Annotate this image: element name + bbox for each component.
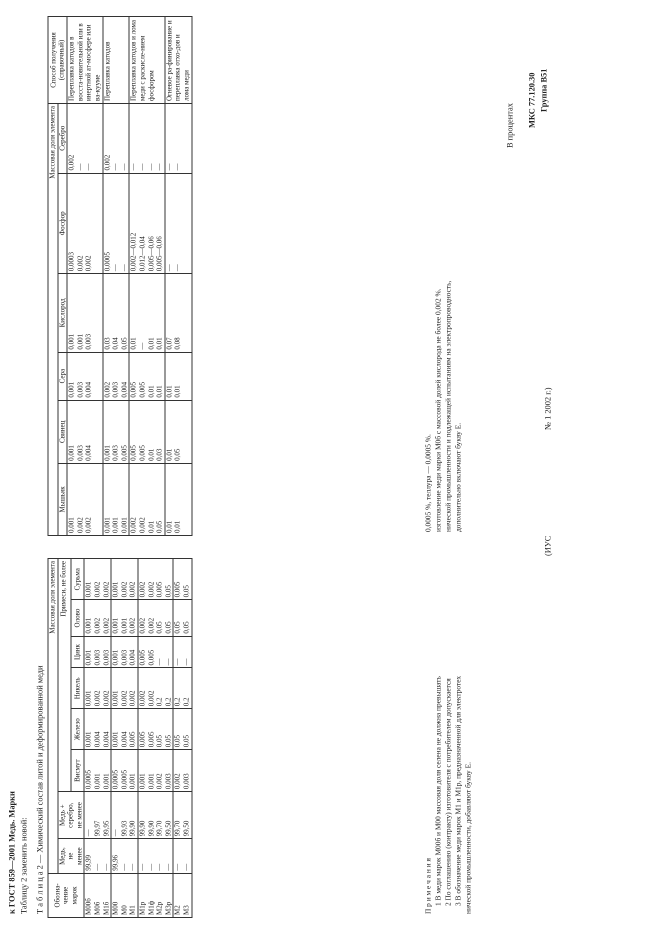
cell-grade: М00 М0 М1 (111, 873, 138, 917)
cell-ag: — — (165, 104, 192, 174)
footer-ius: (ИУС (543, 535, 553, 556)
footer-issue: № 1 2002 г.) (543, 387, 553, 430)
cell-pb: 0,01 0,05 (165, 400, 192, 463)
header-mass-fraction: Массовая доля элемента (48, 559, 58, 874)
header-impurities: Примеси, не более (58, 559, 71, 792)
cell-sn: 0,001 0,002 0,002 (84, 600, 111, 636)
cell-sn: 0,002 0,002 0,05 0,05 (138, 600, 173, 636)
cell-as: 0,001 0,001 0,001 (103, 463, 130, 535)
cell-cuag: — 99,97 99,95 (84, 792, 111, 839)
header-silver: Серебро (58, 104, 68, 174)
table-row (173, 559, 191, 918)
cell-fe: 0,001 0,004 0,004 (84, 709, 111, 750)
cell-method: Огневое ра-финирование и переплавка отхо-дов и лома меди (165, 17, 192, 104)
cell-as: 0,002 0,002 0,01 0,05 (129, 463, 164, 535)
cell-s: 0,005 0,005 0,01 0,01 (129, 352, 164, 400)
cell-cuag: — 99,93 99,90 (111, 792, 138, 839)
mks-code: МКС 77.120.30 (527, 72, 537, 128)
cell-pb: 0,001 0,003 0,004 (67, 400, 102, 463)
cell-s: 0,01 0,01 (165, 352, 192, 400)
doc-reference: к ГОСТ 859—2001 Медь. Марки (7, 791, 17, 914)
cell-sn: 0,001 0,001 0,002 (111, 600, 138, 636)
cell-ag: 0,002 — — (103, 104, 130, 174)
header-lead: Свинец (58, 400, 68, 463)
cell-pb: 0,005 0,005 0,01 0,03 (129, 400, 164, 463)
table-row (129, 17, 164, 536)
header-cuag: Медь + серебро, не менее (58, 792, 85, 839)
cell-cu: — — (173, 839, 191, 873)
cell-method: Переплавка катодов и лома меди с раскисле-нием фосфором (129, 17, 164, 104)
cell-cu: 99,96 — — (111, 839, 138, 873)
cell-as: 0,001 0,002 0,002 (67, 463, 102, 535)
header-grade: Обозна- чение марок (48, 873, 84, 917)
cell-p: 0,0005 — — (103, 173, 130, 274)
cell-pb: 0,001 0,003 0,005 (103, 400, 130, 463)
cell-o: 0,01 — 0,01 0,01 (129, 274, 164, 352)
cell-zn: — — (173, 636, 191, 668)
header-oxygen: Кислород (58, 274, 68, 352)
cell-ni: 0,001 0,002 0,002 (84, 668, 111, 709)
note-3-cont: нической промышленности и подлежащей испытаниям на электропроводность, (443, 280, 453, 532)
header-phosphorus: Фосфор (58, 173, 68, 274)
header-method: Способ получения (справочный) (48, 17, 67, 104)
note-3: 3 В обозначение меди марок М1 и М1р, предназначенной для электротех (453, 675, 463, 906)
cell-bi: 0,002 0,003 (173, 750, 191, 792)
cell-s: 0,002 0,003 0,004 (103, 352, 130, 400)
composition-table-part1 (48, 558, 193, 918)
cell-grade: М2 М3 (173, 873, 191, 917)
cell-fe: 0,001 0,004 0,005 (111, 709, 138, 750)
cell-sb: 0,001 0,002 0,002 (111, 559, 138, 600)
cell-sn: 0,05 0,05 (173, 600, 191, 636)
cell-zn: 0,005 0,005 — — (138, 636, 173, 668)
cell-as: 0,01 0,01 (165, 463, 192, 535)
cell-ag: 0,002 — — (67, 104, 102, 174)
header-arsenic: Мышьяк (58, 463, 68, 535)
header-sulfur: Сера (58, 352, 68, 400)
cell-cu: — — — — (138, 839, 173, 873)
cell-p: 0,0003 0,002 0,002 (67, 173, 102, 274)
group-code: Группа В51 (539, 68, 549, 112)
table-row (165, 17, 192, 536)
cell-ni: 0,001 0,002 0,002 (111, 668, 138, 709)
cell-sb: 0,002 0,002 0,005 0,05 (138, 559, 173, 600)
cell-grade: М00б М0б М1б (84, 873, 111, 917)
table-row (138, 559, 173, 918)
cell-bi: 0,0005 0,001 0,001 (84, 750, 111, 792)
header-mass-fraction-2: Массовая доля элемента (48, 104, 58, 536)
cell-o: 0,03 0,04 0,05 (103, 274, 130, 352)
header-bismuth: Висмут (71, 750, 84, 792)
cell-p: — — (165, 173, 192, 274)
units-note: В процентах (505, 103, 515, 148)
table-row (84, 559, 111, 918)
instruction: Таблицу 2 заменить новой: (19, 817, 29, 914)
note-1: 1 В меди марок М00б и М00 массовая доля селена не должна превышать (433, 676, 443, 906)
table-row (103, 17, 130, 536)
note-2-cont: изготовление меди марки М0б с массовой долей кислорода не более 0,002 %. (433, 288, 443, 532)
cell-grade: М1р М1ф М2р М3р (138, 873, 173, 917)
header-antimony: Сурьма (71, 559, 84, 600)
header-iron: Железо (71, 709, 84, 750)
cell-ni: 0,2 0,2 (173, 668, 191, 709)
header-nickel: Никель (71, 668, 84, 709)
cell-o: 0,001 0,001 0,003 (67, 274, 102, 352)
header-zinc: Цинк (71, 636, 84, 668)
cell-zn: 0,001 0,003 0,004 (111, 636, 138, 668)
cell-s: 0,001 0,003 0,004 (67, 352, 102, 400)
table-row (111, 559, 138, 918)
note-2: 2 По соглашению (контракту) изготовителя с потребителем допускается (443, 678, 453, 906)
cell-cuag: 99,70 99,50 (173, 792, 191, 839)
header-tin: Олово (71, 600, 84, 636)
cell-fe: 0,005 0,005 0,05 0,05 (138, 709, 173, 750)
cell-method: Переплавка катодов в восста-новительной или в инертной ат-мосфере или ва-кууме (67, 17, 102, 104)
cell-bi: 0,001 0,001 0,002 0,003 (138, 750, 173, 792)
notes-title: П р и м е ч а н и я (423, 858, 433, 914)
note-1-cont: 0,0005 %, теллура — 0,0005 %. (423, 434, 433, 532)
cell-sb: 0,001 0,002 0,002 (84, 559, 111, 600)
cell-cu: 99,99 — — (84, 839, 111, 873)
cell-o: 0,07 0,08 (165, 274, 192, 352)
cell-method: Переплавка катодов (103, 17, 130, 104)
header-cu: Медь, не менее (58, 839, 85, 873)
cell-cuag: 99,90 99,90 99,70 99,50 (138, 792, 173, 839)
cell-sb: 0,005 0,05 (173, 559, 191, 600)
table-row (67, 17, 102, 536)
cell-p: 0,002—0,012 0,012—0,04 0,005—0,06 0,005—0,06 (129, 173, 164, 274)
cell-fe: 0,05 0,05 (173, 709, 191, 750)
note-4-cont: дополнительно включают букву Е. (453, 422, 463, 532)
cell-bi: 0,0005 0,0005 0,001 (111, 750, 138, 792)
composition-table-part2 (48, 16, 193, 536)
table-title: Т а б л и ц а 2 — Химический состав литой и деформированной меди (35, 665, 45, 914)
cell-zn: 0,001 0,003 0,003 (84, 636, 111, 668)
cell-ag: — — — — (129, 104, 164, 174)
note-4: нической промышленности, добавляют букву Е. (463, 762, 473, 914)
cell-ni: 0,002 0,002 0,2 0,2 (138, 668, 173, 709)
